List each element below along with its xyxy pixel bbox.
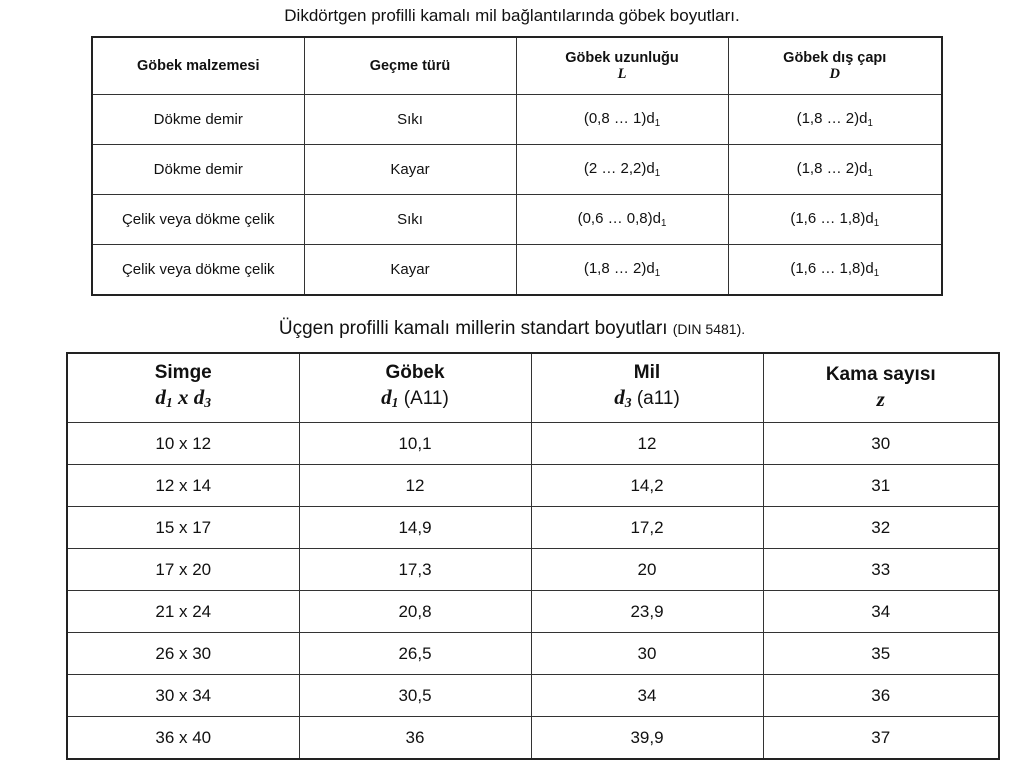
table-row bbox=[67, 423, 999, 465]
cell-shaft-d3: 12 bbox=[531, 423, 763, 465]
cell-symbol: 15 x 17 bbox=[67, 507, 299, 549]
cell-key-count: 35 bbox=[763, 633, 999, 675]
hub-dimensions-table bbox=[91, 36, 943, 296]
cell-hub-d1: 17,3 bbox=[299, 549, 531, 591]
cell-shaft-d3: 39,9 bbox=[531, 717, 763, 760]
table-row bbox=[92, 195, 942, 245]
cell-material: Çelik veya dökme çelik bbox=[92, 195, 304, 245]
header-symbol: Simge $d_1$ x $d_3$ bbox=[67, 353, 299, 423]
table-row bbox=[92, 95, 942, 145]
cell-hub-d1: 30,5 bbox=[299, 675, 531, 717]
triangular-spline-standard-table bbox=[66, 352, 1000, 760]
cell-hub-d1: 36 bbox=[299, 717, 531, 760]
cell-symbol: 26 x 30 bbox=[67, 633, 299, 675]
header-hub: Göbek $d_1$ (A11) bbox=[299, 353, 531, 423]
header-fit-type: Geçme türü bbox=[304, 37, 516, 95]
cell-hub-d1: 12 bbox=[299, 465, 531, 507]
table2-caption: Üçgen profilli kamalı millerin standart boyutları (DIN 5481). bbox=[278, 318, 746, 339]
cell-hub-d1: 14,9 bbox=[299, 507, 531, 549]
cell-key-count: 30 bbox=[763, 423, 999, 465]
cell-symbol: 36 x 40 bbox=[67, 717, 299, 760]
cell-hub-diameter: (1,8 … $2)d_1$ bbox=[728, 95, 942, 145]
cell-key-count: 32 bbox=[763, 507, 999, 549]
cell-key-count: 34 bbox=[763, 591, 999, 633]
cell-key-count: 33 bbox=[763, 549, 999, 591]
symbol-L: L bbox=[617, 65, 627, 82]
cell-shaft-d3: 23,9 bbox=[531, 591, 763, 633]
table-row bbox=[92, 145, 942, 195]
header-hub-material: Göbek malzemesi bbox=[92, 37, 304, 95]
header-key-count: Kama sayısı z bbox=[763, 353, 999, 423]
table-row bbox=[67, 675, 999, 717]
cell-hub-d1: 20,8 bbox=[299, 591, 531, 633]
cell-fit-type: Sıkı bbox=[304, 95, 516, 145]
cell-fit-type: Kayar bbox=[304, 145, 516, 195]
header-hub-outer-diameter: Göbek dış çapı D bbox=[728, 37, 942, 95]
header-shaft: Mil $d_3$ (a11) bbox=[531, 353, 763, 423]
cell-fit-type: Kayar bbox=[304, 245, 516, 296]
symbol-D: D bbox=[829, 65, 840, 82]
cell-symbol: 12 x 14 bbox=[67, 465, 299, 507]
table-row bbox=[67, 507, 999, 549]
cell-hub-length: (0,6 … $0,8)d_1$ bbox=[516, 195, 728, 245]
cell-hub-length: (2 … $2,2)d_1$ bbox=[516, 145, 728, 195]
table-row bbox=[67, 549, 999, 591]
header-hub-length: Göbek uzunluğu L bbox=[516, 37, 728, 95]
table1-header-row bbox=[92, 37, 942, 95]
table-row bbox=[67, 633, 999, 675]
cell-symbol: 30 x 34 bbox=[67, 675, 299, 717]
cell-symbol: 17 x 20 bbox=[67, 549, 299, 591]
cell-shaft-d3: 20 bbox=[531, 549, 763, 591]
cell-hub-diameter: (1,8 … $2)d_1$ bbox=[728, 145, 942, 195]
table2-header-row bbox=[67, 353, 999, 423]
cell-hub-diameter: (1,6 … $1,8)d_1$ bbox=[728, 245, 942, 296]
cell-hub-diameter: (1,6 … $1,8)d_1$ bbox=[728, 195, 942, 245]
cell-material: Dökme demir bbox=[92, 145, 304, 195]
cell-hub-d1: 26,5 bbox=[299, 633, 531, 675]
cell-key-count: 36 bbox=[763, 675, 999, 717]
cell-material: Çelik veya dökme çelik bbox=[92, 245, 304, 296]
table-row bbox=[67, 717, 999, 760]
din-reference: (DIN 5481). bbox=[672, 321, 746, 337]
cell-hub-length: (1,8 … $2)d_1$ bbox=[516, 245, 728, 296]
cell-hub-length: (0,8 … $1)d_1$ bbox=[516, 95, 728, 145]
cell-symbol: 10 x 12 bbox=[67, 423, 299, 465]
cell-shaft-d3: 30 bbox=[531, 633, 763, 675]
table-row bbox=[67, 591, 999, 633]
cell-symbol: 21 x 24 bbox=[67, 591, 299, 633]
cell-shaft-d3: 34 bbox=[531, 675, 763, 717]
cell-key-count: 31 bbox=[763, 465, 999, 507]
table-row bbox=[92, 245, 942, 296]
cell-key-count: 37 bbox=[763, 717, 999, 760]
table1-caption: Dikdörtgen profilli kamalı mil bağlantılarında göbek boyutları. bbox=[284, 6, 740, 25]
cell-shaft-d3: 14,2 bbox=[531, 465, 763, 507]
cell-fit-type: Sıkı bbox=[304, 195, 516, 245]
cell-material: Dökme demir bbox=[92, 95, 304, 145]
cell-shaft-d3: 17,2 bbox=[531, 507, 763, 549]
table-row bbox=[67, 465, 999, 507]
cell-hub-d1: 10,1 bbox=[299, 423, 531, 465]
